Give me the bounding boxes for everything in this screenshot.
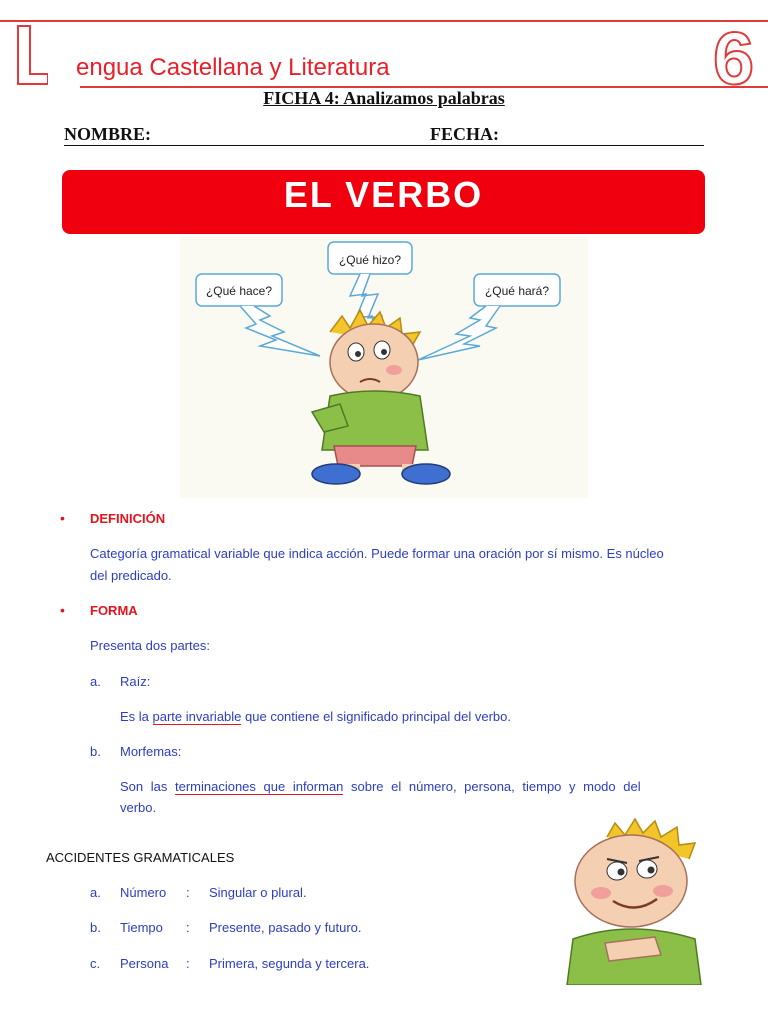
accidente-sep: :: [186, 920, 190, 935]
raiz-text: Es la parte invariable que contiene el significado principal del verbo.: [120, 709, 511, 724]
raiz-title: Raíz:: [120, 674, 151, 689]
title-banner: [62, 170, 705, 234]
grade-number: 6: [713, 22, 755, 90]
accidente-sep: :: [186, 885, 190, 900]
accidente-desc: Presente, pasado y futuro.: [209, 920, 362, 935]
grade-number-badge: [708, 22, 768, 90]
forma-heading: FORMA: [90, 603, 138, 618]
definicion-heading: DEFINICIÓN: [90, 511, 166, 526]
morfemas-highlight: terminaciones que informan: [174, 779, 344, 794]
bubble-left-text: ¿Qué hace?: [205, 284, 273, 298]
accidentes-heading: ACCIDENTES GRAMATICALES: [46, 850, 235, 865]
name-label: NOMBRE:: [64, 124, 151, 144]
raiz-marker: a.: [90, 674, 101, 689]
definicion-line-1: Categoría gramatical variable que indica acción. Puede formar una oración por sí mismo. Es núcleo: [90, 546, 664, 561]
definicion-line-2: del predicado.: [90, 568, 172, 583]
big-l-logo-letter: [8, 24, 48, 86]
morfemas-marker: b.: [90, 744, 101, 759]
worksheet-title: FICHA 4: Analizamos palabras: [263, 88, 505, 108]
bubble-right-text: ¿Qué hará?: [484, 284, 550, 298]
accidente-desc: Primera, segunda y tercera.: [209, 956, 370, 971]
accidente-term: Tiempo: [120, 920, 163, 935]
header-top-rule: [0, 20, 768, 22]
morfemas-text: Son las terminaciones que informan sobre el número, persona, tiempo y modo del: [120, 779, 641, 794]
morfemas-text-line-2: verbo.: [120, 800, 157, 815]
thinking-boy-illustration: [180, 236, 588, 498]
forma-intro: Presenta dos partes:: [90, 638, 210, 653]
raiz-highlight: parte invariable: [152, 709, 242, 724]
accidente-desc: Singular o plural.: [209, 885, 307, 900]
subject-title: engua Castellana y Literatura: [76, 54, 390, 81]
accidente-term: Persona: [120, 956, 169, 971]
accidente-marker: b.: [90, 920, 101, 935]
name-date-line: [64, 145, 704, 146]
accidente-marker: a.: [90, 885, 101, 900]
accidente-sep: :: [186, 956, 190, 971]
bubble-center-text: ¿Qué hizo?: [338, 253, 402, 267]
accidente-marker: c.: [90, 956, 101, 971]
definicion-bullet: •: [60, 510, 65, 526]
morfemas-title: Morfemas:: [120, 744, 182, 759]
accidente-term: Número: [120, 885, 167, 900]
smiling-boy-illustration: [545, 815, 715, 985]
banner-title: EL VERBO: [283, 174, 484, 215]
forma-bullet: •: [60, 602, 65, 618]
date-label: FECHA:: [430, 124, 499, 144]
